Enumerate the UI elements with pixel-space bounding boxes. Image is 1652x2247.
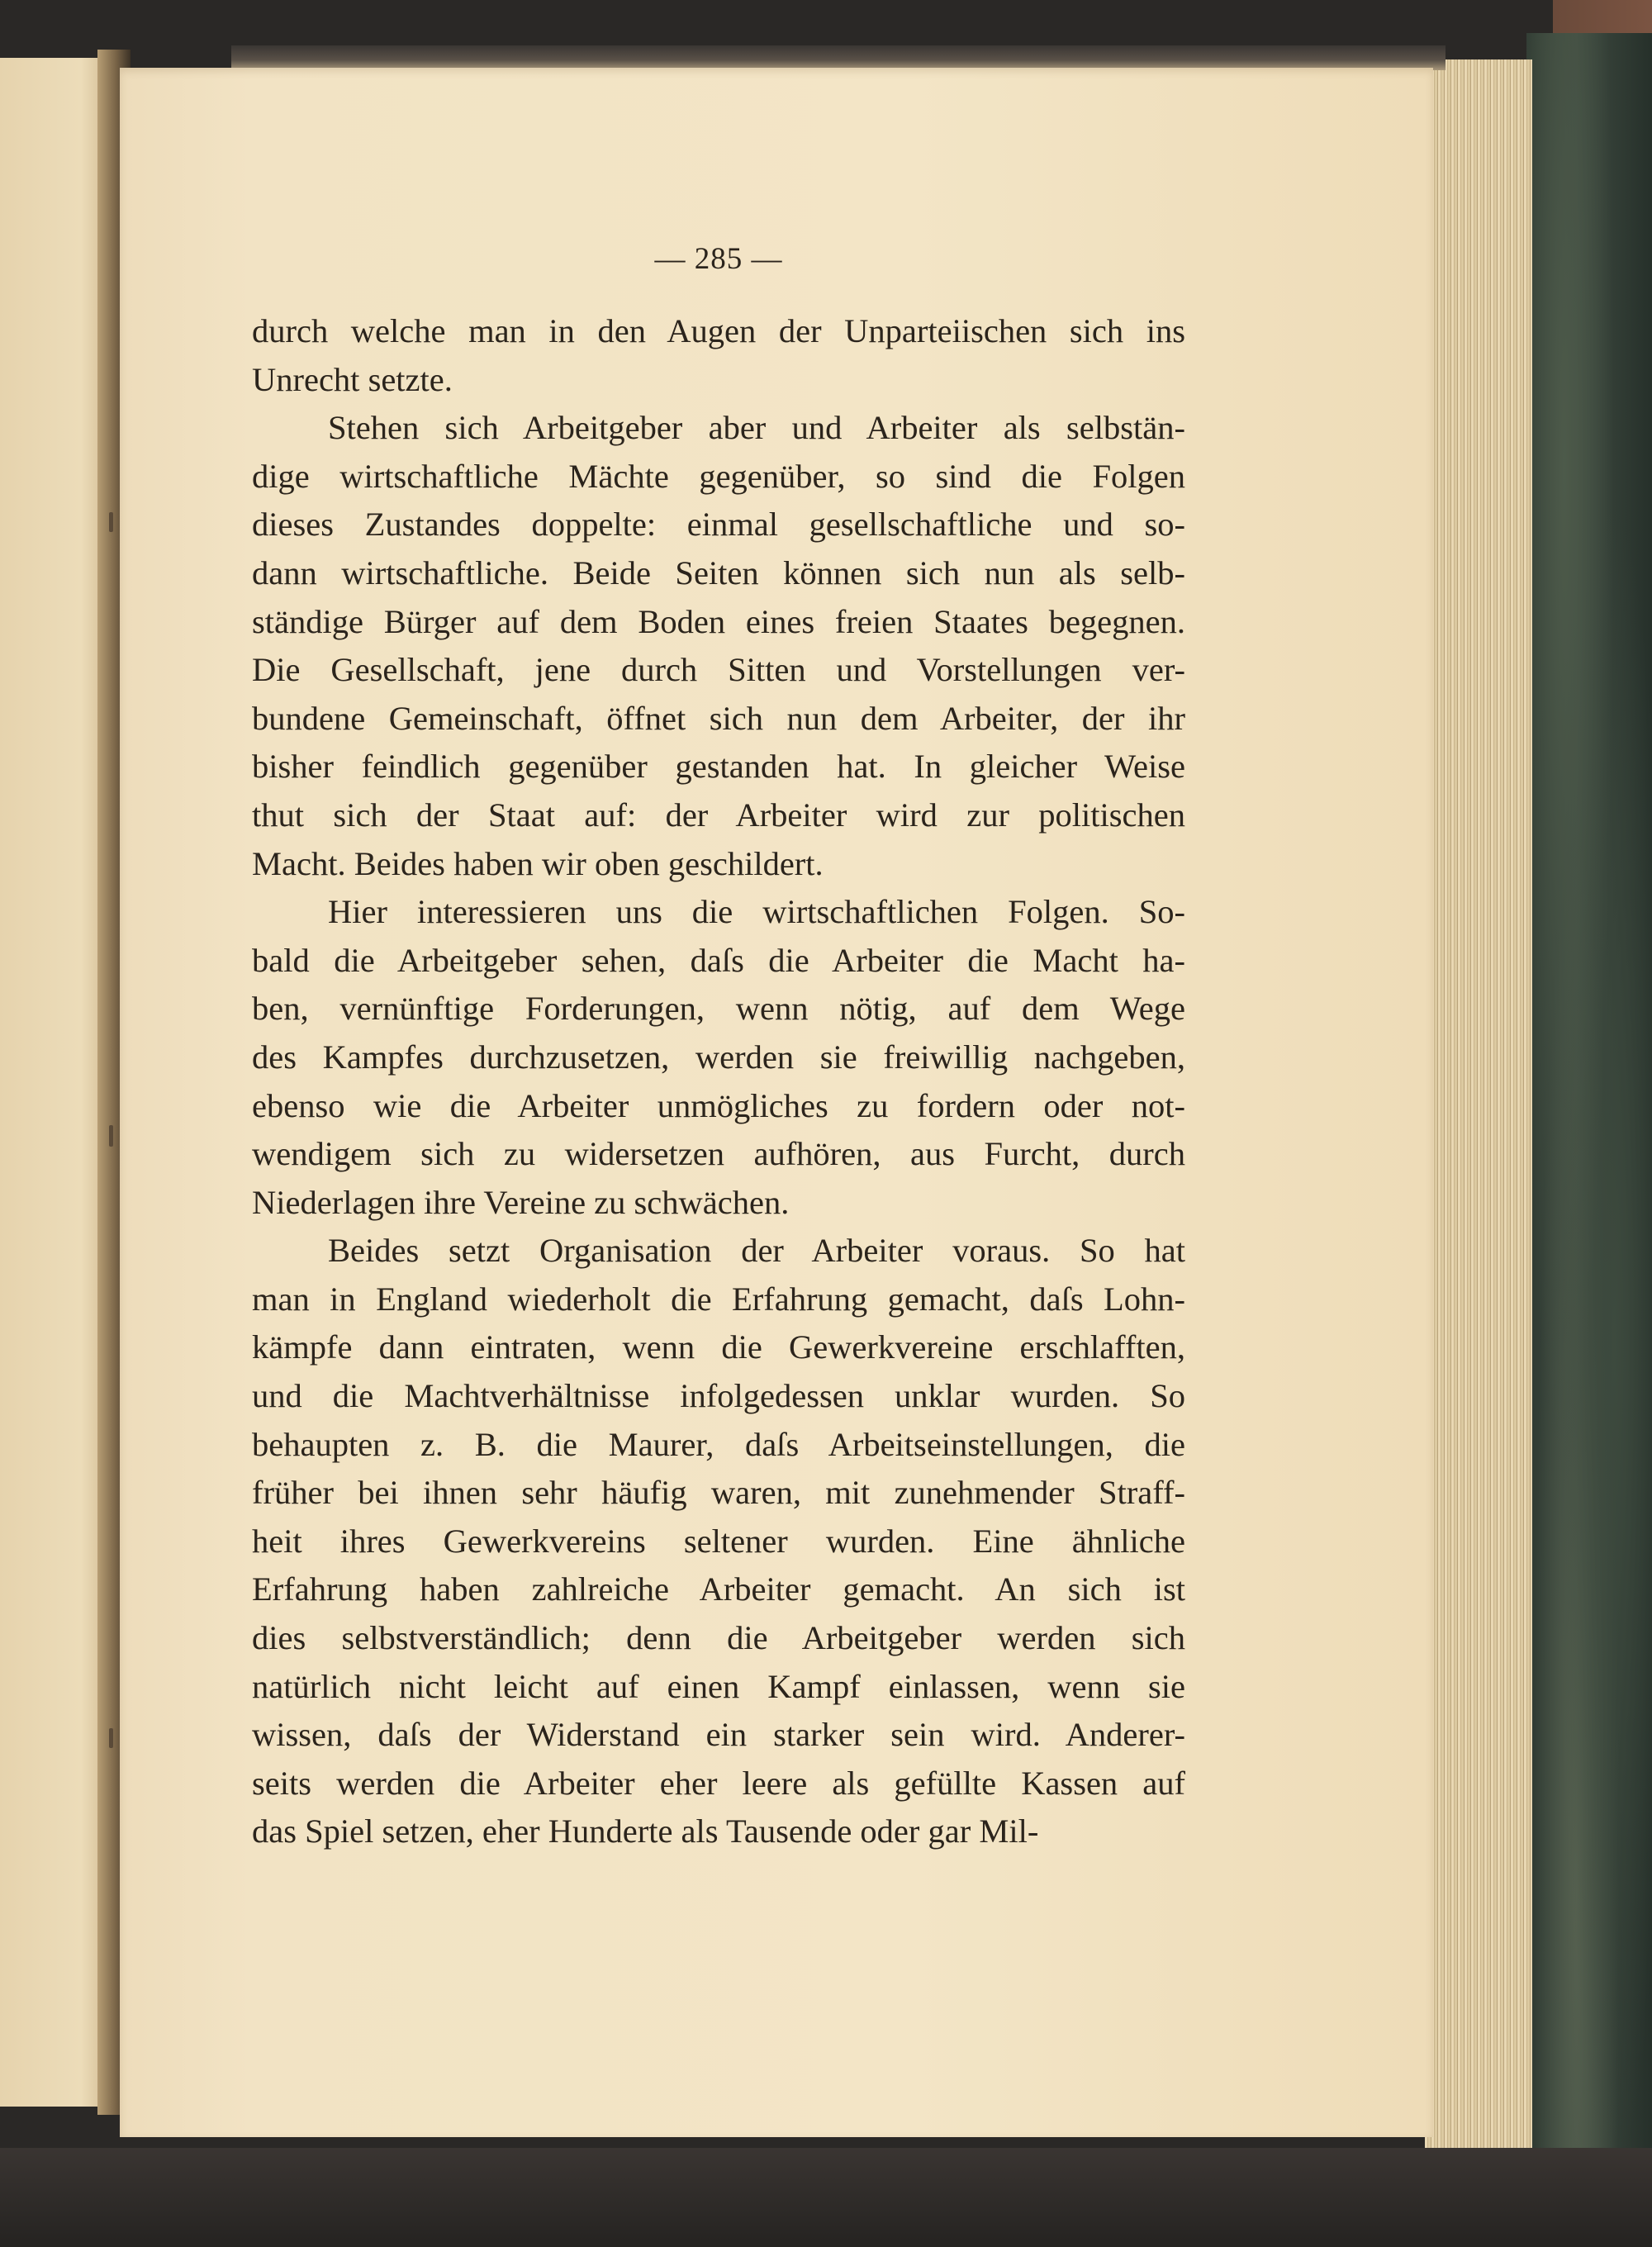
paragraph — [252, 888, 1185, 1227]
text-line: Unrecht setzte. — [252, 360, 453, 398]
margin-mark — [109, 1125, 113, 1147]
text-line: Hier interessieren uns die wirtschaftlichen Folgen. So- — [328, 893, 1185, 931]
text-line: kämpfe dann eintraten, wenn die Gewerkvereine erschlafften, — [252, 1328, 1185, 1366]
paragraph — [252, 404, 1185, 888]
text-line: bundene Gemeinschaft, öffnet sich nun dem Arbeiter, der ihr — [252, 699, 1185, 737]
text-line: das Spiel setzen, eher Hunderte als Tausende oder gar Mil- — [252, 1812, 1039, 1850]
text-line: dieses Zustandes doppelte: einmal gesellschaftliche und so- — [252, 506, 1185, 544]
text-line: Beides setzt Organisation der Arbeiter voraus. So hat — [328, 1232, 1185, 1270]
text-line: bald die Arbeitgeber sehen, daſs die Arbeiter die Macht ha- — [252, 941, 1185, 979]
text-line: früher bei ihnen sehr häufig waren, mit zunehmender Straff- — [252, 1474, 1185, 1512]
margin-mark — [109, 1728, 113, 1748]
page-number: — 285 — — [654, 242, 783, 276]
text-line: Niederlagen ihre Vereine zu schwächen. — [252, 1183, 790, 1221]
text-line: Macht. Beides haben wir oben geschildert. — [252, 844, 824, 882]
text-line: ebenso wie die Arbeiter unmögliches zu fordern oder not- — [252, 1086, 1185, 1124]
page-edges — [1425, 59, 1532, 2158]
text-line: ständige Bürger auf dem Boden eines freien Staates begegnen. — [252, 602, 1185, 640]
text-line: durch welche man in den Augen der Unparteiischen sich ins — [252, 312, 1185, 349]
text-line: dige wirtschaftliche Mächte gegenüber, so sind die Folgen — [252, 457, 1185, 495]
text-line: bisher feindlich gegenüber gestanden hat. In gleicher Weise — [252, 748, 1185, 786]
text-line: thut sich der Staat auf: der Arbeiter wird zur politischen — [252, 796, 1185, 834]
text-line: wendigem sich zu widersetzen aufhören, aus Furcht, durch — [252, 1135, 1185, 1173]
body-text — [252, 307, 1185, 1856]
text-line: heit ihres Gewerkvereins seltener wurden. Eine ähnliche — [252, 1522, 1185, 1560]
text-line: Erfahrung haben zahlreiche Arbeiter gemacht. An sich ist — [252, 1570, 1185, 1608]
page-top-shadow — [231, 45, 1446, 70]
text-line: natürlich nicht leicht auf einen Kampf einlassen, wenn sie — [252, 1667, 1185, 1705]
text-line: wissen, daſs der Widerstand ein starker sein wird. Anderer- — [252, 1716, 1185, 1754]
text-line: dann wirtschaftliche. Beide Seiten können sich nun als selb- — [252, 553, 1185, 591]
scan-bottom-background — [0, 2148, 1652, 2247]
text-line: man in England wiederholt die Erfahrung gemacht, daſs Lohn- — [252, 1280, 1185, 1318]
margin-mark — [109, 512, 113, 532]
text-line: Stehen sich Arbeitgeber aber und Arbeiter als selbstän- — [328, 409, 1185, 447]
text-line: und die Machtverhältnisse infolgedessen unklar wurden. So — [252, 1377, 1185, 1415]
marbled-cover — [1526, 33, 1652, 2214]
paragraph — [252, 1227, 1185, 1856]
text-line: behaupten z. B. die Maurer, daſs Arbeitseinstellungen, die — [252, 1425, 1185, 1463]
text-line: seits werden die Arbeiter eher leere als gefüllte Kassen auf — [252, 1764, 1185, 1802]
paragraph — [252, 307, 1185, 404]
text-line: Die Gesellschaft, jene durch Sitten und Vorstellungen ver- — [252, 651, 1185, 689]
text-line: des Kampfes durchzusetzen, werden sie freiwillig nachgeben, — [252, 1038, 1185, 1076]
text-line: ben, vernünftige Forderungen, wenn nötig, auf dem Wege — [252, 990, 1185, 1028]
text-line: dies selbstverständlich; denn die Arbeitgeber werden sich — [252, 1619, 1185, 1657]
